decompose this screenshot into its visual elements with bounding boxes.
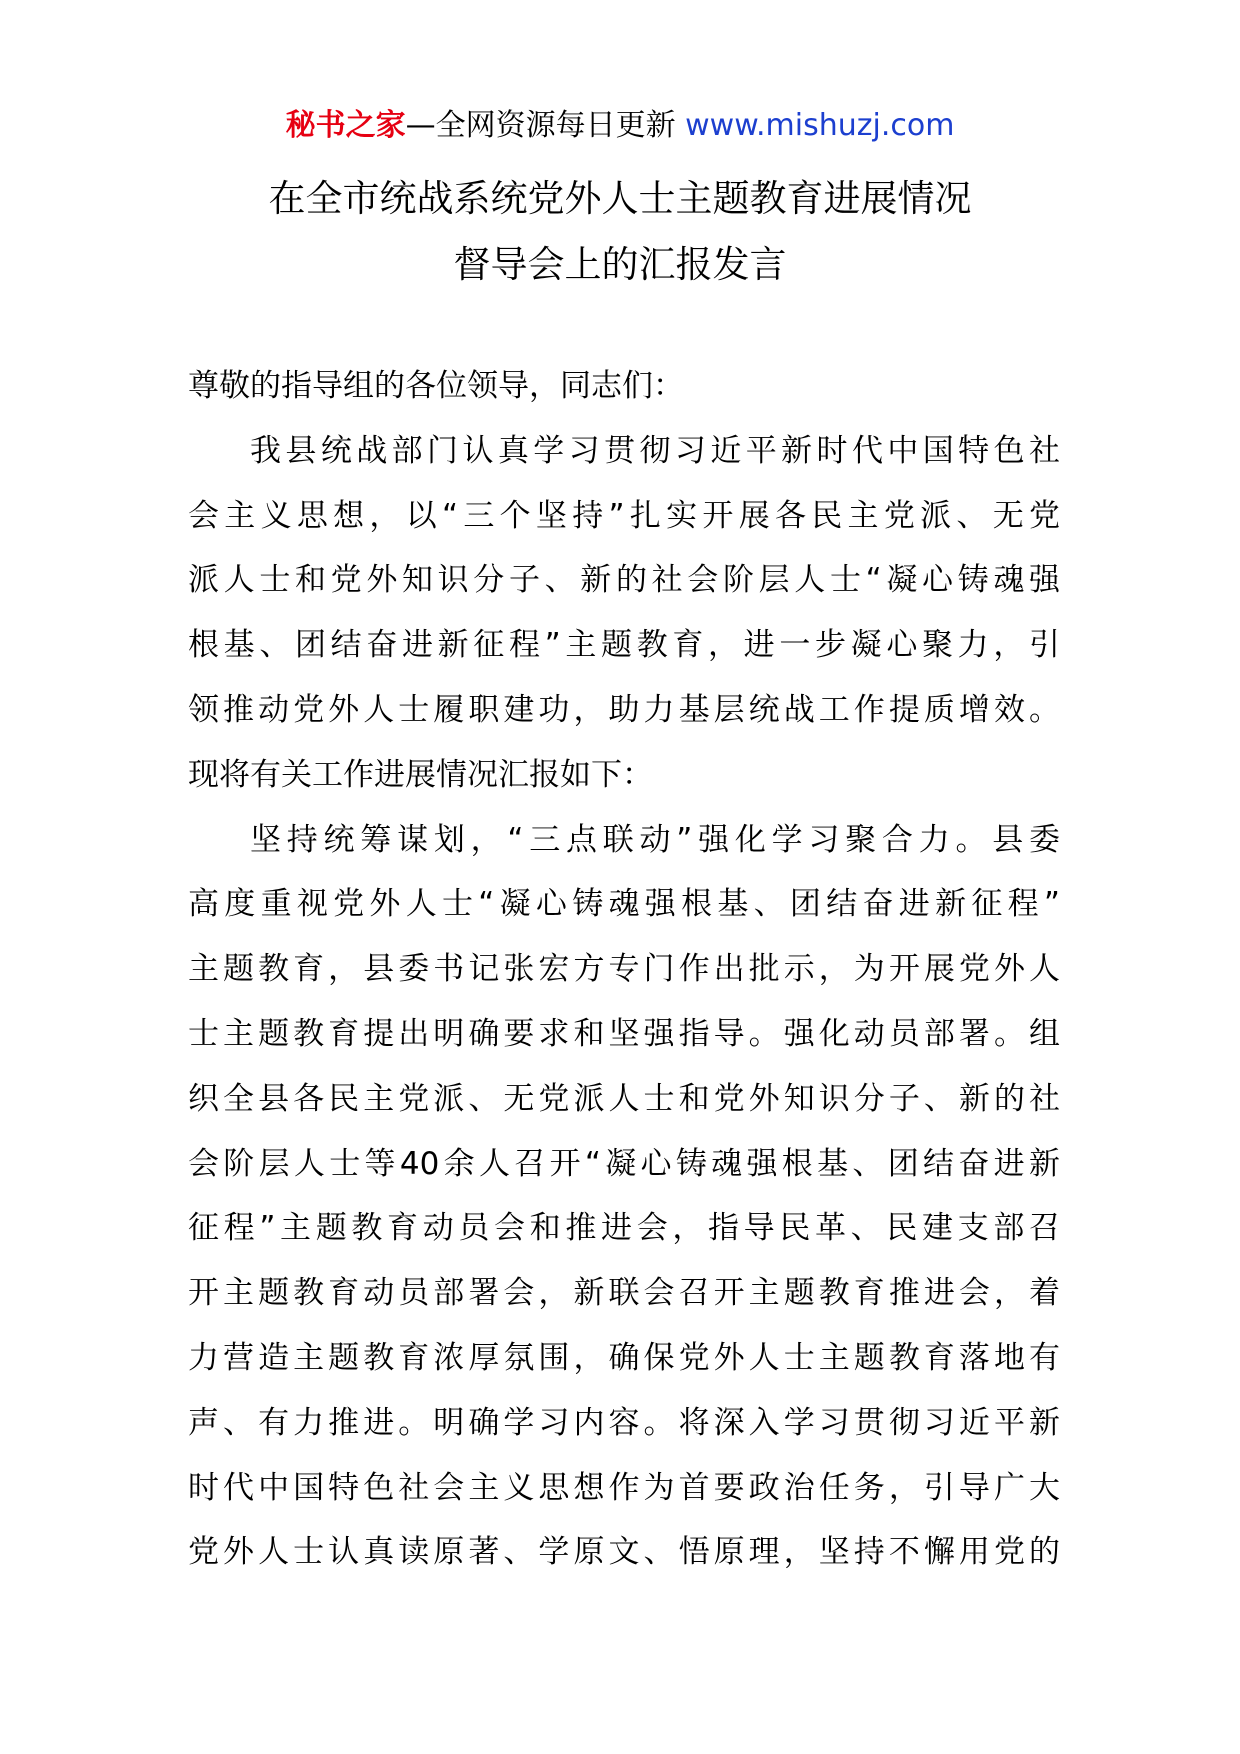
text-line: 我县统战部门认真学习贯彻习近平新时代中国特色社 xyxy=(250,432,1060,469)
text-line: 高度重视党外人士“凝心铸魂强根基、团结奋进新征程” xyxy=(188,886,1060,923)
website-link[interactable]: www.mishuzj.com xyxy=(685,108,955,143)
text-line: 现将有关工作进展情况汇报如下： xyxy=(188,756,653,793)
text-line: 主题教育，县委书记张宏方专门作出批示，为开展党外人 xyxy=(188,951,1060,988)
text-line: 时代中国特色社会主义思想作为首要政治任务，引导广大 xyxy=(188,1469,1060,1506)
text-line: 党外人士认真读原著、学原文、悟原理，坚持不懈用党的 xyxy=(188,1534,1060,1571)
header-tagline: —全网资源每日更新 xyxy=(405,108,686,143)
text-line: 领推动党外人士履职建功，助力基层统战工作提质增效。 xyxy=(188,691,1060,728)
title-line-2: 督导会上的汇报发言 xyxy=(453,243,787,286)
site-header xyxy=(0,104,1240,148)
text-line: 根基、团结奋进新征程”主题教育，进一步凝心聚力，引 xyxy=(188,627,1060,664)
document-title xyxy=(0,166,1240,298)
title-line-1: 在全市统战系统党外人士主题教育进展情况 xyxy=(268,177,972,220)
text-line: 会主义思想，以“三个坚持”扎实开展各民主党派、无党 xyxy=(188,497,1060,534)
text-line: 会阶层人士等40余人召开“凝心铸魂强根基、团结奋进新 xyxy=(188,1145,1060,1182)
text-line: 织全县各民主党派、无党派人士和党外知识分子、新的社 xyxy=(188,1080,1060,1117)
text-line: 力营造主题教育浓厚氛围，确保党外人士主题教育落地有 xyxy=(188,1339,1060,1376)
brand-name: 秘书之家 xyxy=(285,108,406,143)
salutation: 尊敬的指导组的各位领导，同志们： xyxy=(188,368,684,404)
text-line: 坚持统筹谋划，“三点联动”强化学习聚合力。县委 xyxy=(250,821,1060,858)
text-line: 士主题教育提出明确要求和坚强指导。强化动员部署。组 xyxy=(188,1015,1060,1052)
text-line: 派人士和党外知识分子、新的社会阶层人士“凝心铸魂强 xyxy=(188,562,1060,599)
text-line: 征程”主题教育动员会和推进会，指导民革、民建支部召 xyxy=(188,1210,1060,1247)
document-body xyxy=(188,354,1060,1585)
text-line: 开主题教育动员部署会，新联会召开主题教育推进会，着 xyxy=(188,1275,1060,1312)
text-line: 声、有力推进。明确学习内容。将深入学习贯彻习近平新 xyxy=(188,1404,1060,1441)
